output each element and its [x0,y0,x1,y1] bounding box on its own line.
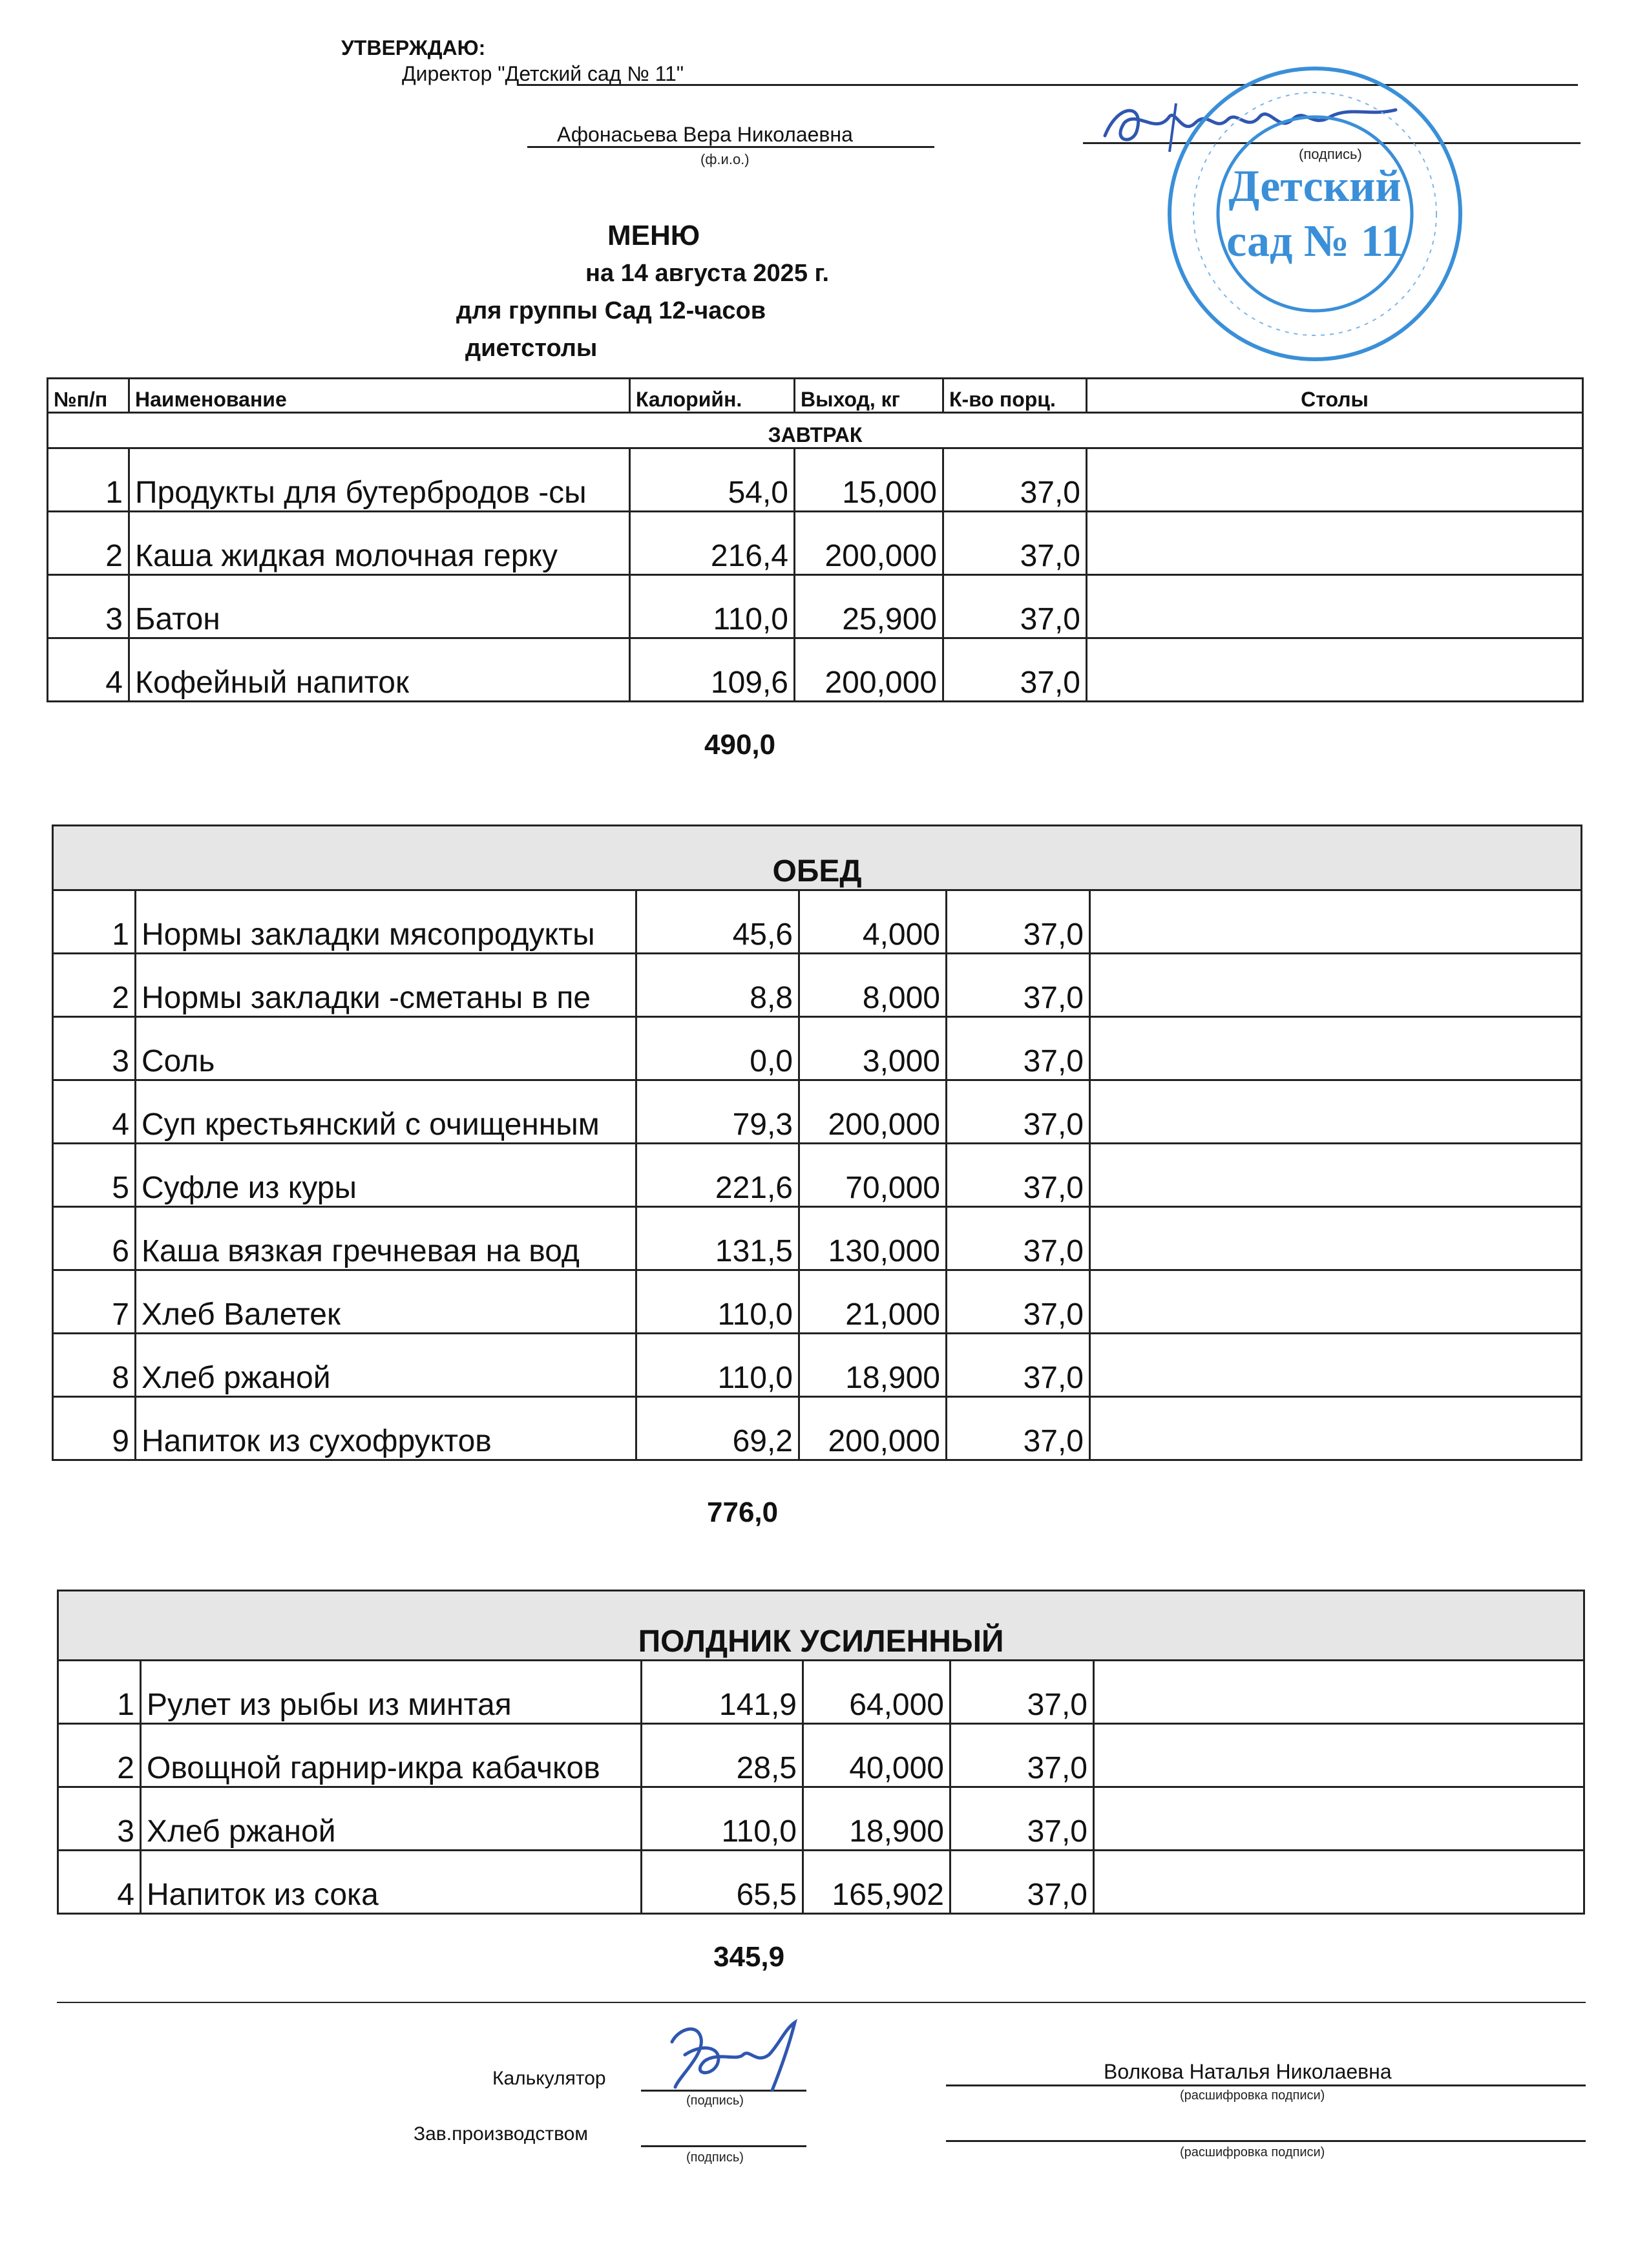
row-tables [1090,1144,1582,1207]
row-kcal: 79,3 [636,1080,799,1144]
row-kcal: 0,0 [636,1017,799,1080]
row-output: 25,900 [795,575,943,638]
table-row [48,638,1583,702]
row-portions: 37,0 [951,1724,1094,1787]
row-output: 200,000 [799,1397,947,1460]
breakfast-table [47,377,1584,702]
snack-table [57,1590,1585,1915]
section-title-row [53,826,1582,890]
row-portions: 37,0 [947,1017,1090,1080]
snack-total: 345,9 [713,1941,785,1973]
row-portions: 37,0 [947,1397,1090,1460]
breakfast-total: 490,0 [704,729,776,761]
row-portions: 37,0 [943,448,1087,512]
row-num: 2 [53,954,136,1017]
header-tables: Столы [1087,379,1583,413]
row-name: Суп крестьянский с очищенным [136,1080,636,1144]
section-title: ЗАВТРАК [48,413,1583,448]
row-kcal: 28,5 [642,1724,803,1787]
row-output: 70,000 [799,1144,947,1207]
table-header-row [48,379,1583,413]
row-kcal: 45,6 [636,890,799,954]
row-tables [1094,1851,1584,1914]
section-title-row [48,413,1583,448]
row-name: Суфле из куры [136,1144,636,1207]
stamp-center-line2: сад № 11 [1226,216,1403,266]
row-portions: 37,0 [951,1661,1094,1724]
director-line: Директор "Детский сад № 11" [402,62,684,85]
row-kcal: 216,4 [630,512,795,575]
production-decode-line [946,2140,1586,2142]
row-num: 8 [53,1334,136,1397]
section-title: ПОЛДНИК УСИЛЕННЫЙ [58,1591,1584,1661]
signature-caption: (подпись) [1299,146,1362,162]
row-name: Кофейный напиток [129,638,630,702]
row-output: 21,000 [799,1270,947,1334]
row-kcal: 65,5 [642,1851,803,1914]
row-portions: 37,0 [947,954,1090,1017]
table-row [53,954,1582,1017]
row-num: 3 [58,1787,141,1851]
row-output: 40,000 [803,1724,951,1787]
row-num: 1 [53,890,136,954]
header-output: Выход, кг [795,379,943,413]
production-decode-caption: (расшифровка подписи) [1180,2145,1325,2159]
calculator-sign-caption: (подпись) [686,2094,744,2108]
row-name: Рулет из рыбы из минтая [141,1661,642,1724]
row-kcal: 110,0 [642,1787,803,1851]
menu-group: для группы Сад 12-часов [456,297,766,324]
calculator-decode-line [946,2084,1586,2086]
row-tables [1090,1270,1582,1334]
row-output: 165,902 [803,1851,951,1914]
calculator-signature [666,2016,821,2094]
table-row [58,1724,1584,1787]
header-num: №п/п [48,379,129,413]
row-tables [1090,1207,1582,1270]
fio-name: Афонасьева Вера Николаевна [557,123,853,146]
row-portions: 37,0 [947,1144,1090,1207]
row-tables [1094,1661,1584,1724]
calculator-label: Калькулятор [492,2068,606,2089]
row-portions: 37,0 [947,1080,1090,1144]
row-portions: 37,0 [947,1334,1090,1397]
table-row [53,1334,1582,1397]
table-row [58,1787,1584,1851]
row-num: 4 [48,638,129,702]
row-num: 2 [48,512,129,575]
row-output: 4,000 [799,890,947,954]
row-num: 3 [48,575,129,638]
menu-diet: диетстолы [465,335,598,362]
row-output: 18,900 [803,1787,951,1851]
row-kcal: 110,0 [636,1270,799,1334]
row-name: Продукты для бутербродов -сы [129,448,630,512]
row-name: Напиток из сухофруктов [136,1397,636,1460]
table-row [58,1851,1584,1914]
fio-underline [527,146,934,148]
row-kcal: 141,9 [642,1661,803,1724]
row-num: 2 [58,1724,141,1787]
row-tables [1090,1397,1582,1460]
row-num: 1 [48,448,129,512]
row-tables [1094,1787,1584,1851]
production-label: Зав.производством [414,2123,588,2145]
row-portions: 37,0 [951,1787,1094,1851]
row-tables [1087,575,1583,638]
row-kcal: 110,0 [630,575,795,638]
organization-stamp [1163,62,1467,366]
row-name: Каша вязкая гречневая на вод [136,1207,636,1270]
row-name: Нормы закладки -сметаны в пе [136,954,636,1017]
table-row [53,1207,1582,1270]
row-tables [1087,448,1583,512]
row-tables [1090,890,1582,954]
row-name: Овощной гарнир-икра кабачков [141,1724,642,1787]
row-kcal: 8,8 [636,954,799,1017]
row-output: 15,000 [795,448,943,512]
header-kcal: Калорийн. [630,379,795,413]
row-num: 6 [53,1207,136,1270]
table-row [53,1017,1582,1080]
row-kcal: 131,5 [636,1207,799,1270]
calculator-decode-caption: (расшифровка подписи) [1180,2088,1325,2103]
footer-divider [57,2002,1586,2003]
production-sign-caption: (подпись) [686,2150,744,2165]
row-portions: 37,0 [947,1207,1090,1270]
row-output: 3,000 [799,1017,947,1080]
row-name: Напиток из сока [141,1851,642,1914]
row-portions: 37,0 [951,1851,1094,1914]
row-name: Хлеб Валетек [136,1270,636,1334]
production-sign-line [641,2145,806,2147]
row-portions: 37,0 [943,638,1087,702]
table-row [53,890,1582,954]
lunch-table [52,824,1582,1461]
row-num: 4 [58,1851,141,1914]
row-num: 4 [53,1080,136,1144]
header-portions: К-во порц. [943,379,1087,413]
row-portions: 37,0 [947,1270,1090,1334]
row-name: Нормы закладки мясопродукты [136,890,636,954]
row-kcal: 110,0 [636,1334,799,1397]
row-output: 200,000 [795,638,943,702]
approve-label: УТВЕРЖДАЮ: [341,36,486,59]
row-kcal: 109,6 [630,638,795,702]
row-num: 3 [53,1017,136,1080]
row-kcal: 54,0 [630,448,795,512]
section-title-row [58,1591,1584,1661]
table-row [48,448,1583,512]
table-row [48,575,1583,638]
row-name: Каша жидкая молочная герку [129,512,630,575]
row-num: 9 [53,1397,136,1460]
section-title: ОБЕД [53,826,1582,890]
row-tables [1090,1334,1582,1397]
row-portions: 37,0 [943,512,1087,575]
row-tables [1090,1080,1582,1144]
table-row [53,1080,1582,1144]
row-output: 18,900 [799,1334,947,1397]
row-output: 8,000 [799,954,947,1017]
calculator-name: Волкова Наталья Николаевна [1104,2060,1392,2083]
lunch-total: 776,0 [707,1496,779,1528]
fio-caption: (ф.и.о.) [700,151,750,167]
row-tables [1090,954,1582,1017]
row-output: 64,000 [803,1661,951,1724]
row-output: 130,000 [799,1207,947,1270]
row-output: 200,000 [795,512,943,575]
table-row [53,1270,1582,1334]
row-kcal: 221,6 [636,1144,799,1207]
table-row [48,512,1583,575]
row-tables [1087,638,1583,702]
row-tables [1087,512,1583,575]
row-kcal: 69,2 [636,1397,799,1460]
header-name: Наименование [129,379,630,413]
row-name: Хлеб ржаной [136,1334,636,1397]
row-portions: 37,0 [943,575,1087,638]
table-row [53,1144,1582,1207]
table-row [58,1661,1584,1724]
menu-date: на 14 августа 2025 г. [585,260,830,287]
row-tables [1090,1017,1582,1080]
menu-title: МЕНЮ [607,220,700,251]
row-name: Соль [136,1017,636,1080]
row-name: Хлеб ржаной [141,1787,642,1851]
row-num: 7 [53,1270,136,1334]
table-row [53,1397,1582,1460]
row-num: 5 [53,1144,136,1207]
row-portions: 37,0 [947,890,1090,954]
row-output: 200,000 [799,1080,947,1144]
stamp-center-line1: Детский [1228,162,1402,211]
row-num: 1 [58,1661,141,1724]
row-tables [1094,1724,1584,1787]
row-name: Батон [129,575,630,638]
